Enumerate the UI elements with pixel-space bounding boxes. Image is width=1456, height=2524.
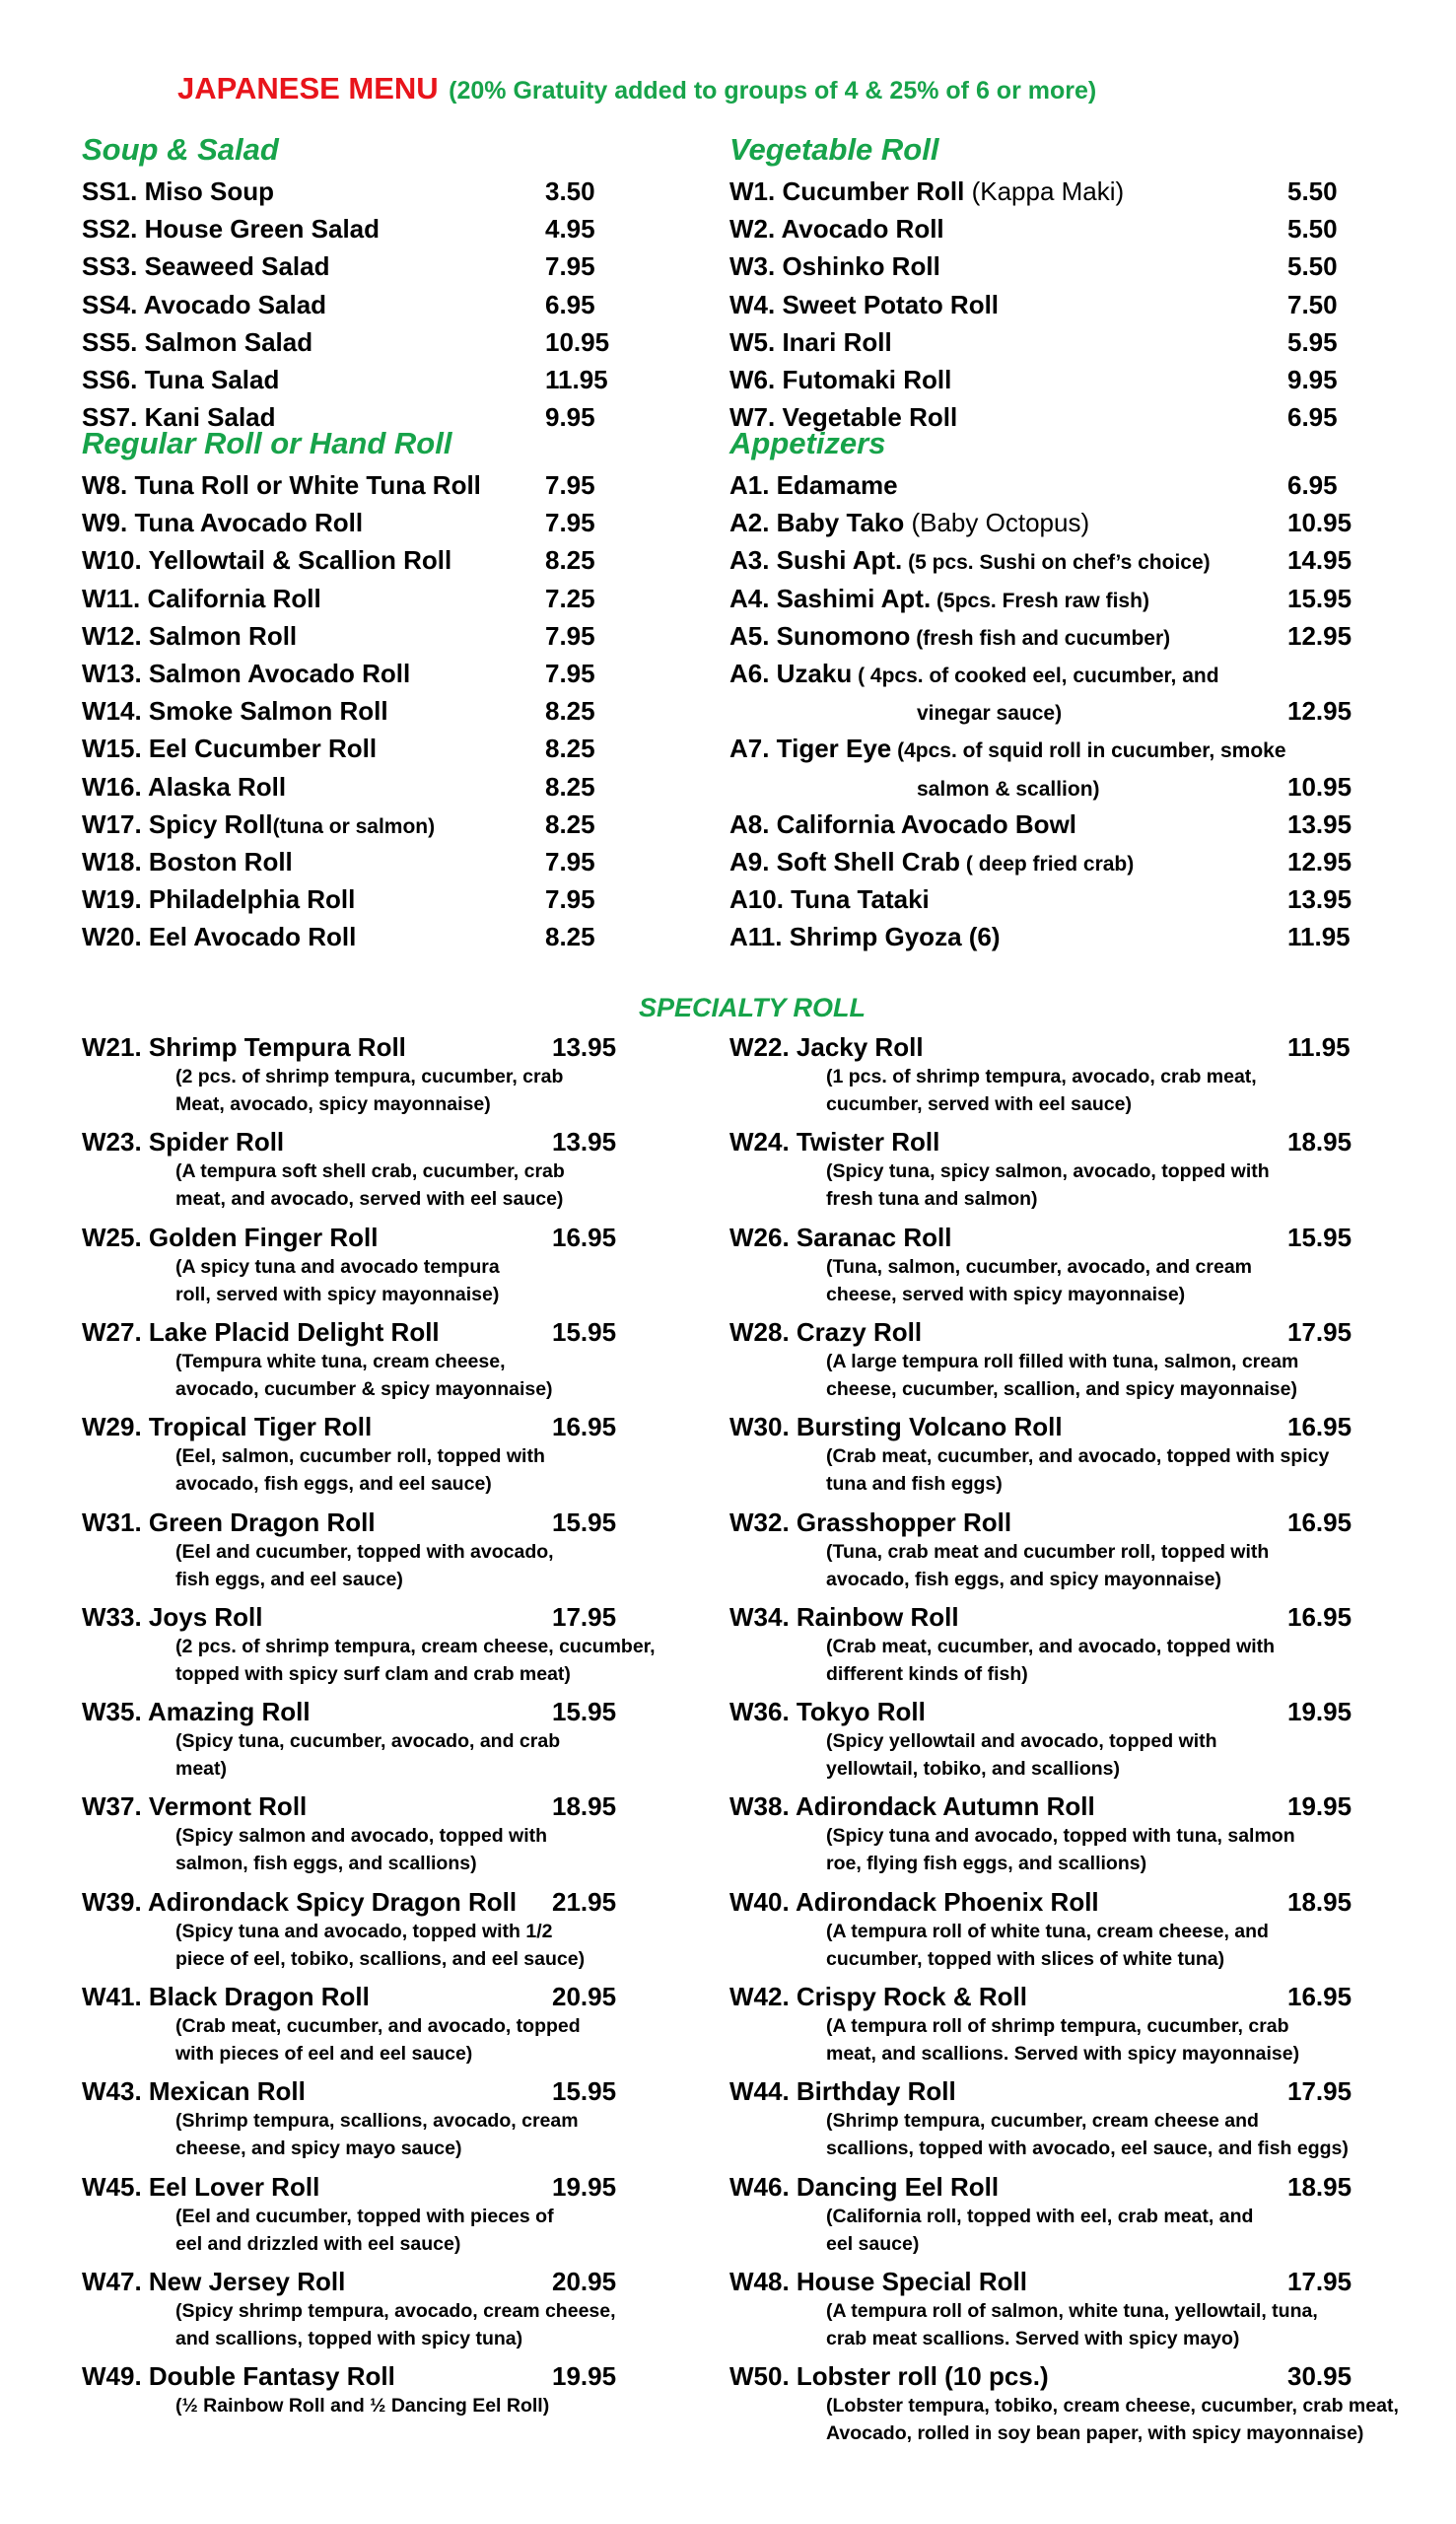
specialty-item-name: W38. Adirondack Autumn Roll <box>729 1791 1095 1822</box>
specialty-item-name: W39. Adirondack Spicy Dragon Roll <box>82 1886 518 1917</box>
specialty-item-desc: (Crab meat, cucumber, and avocado, topped with <box>826 1635 1276 1657</box>
menu-item <box>729 323 1360 361</box>
specialty-item-name: W27. Lake Placid Delight Roll <box>82 1316 440 1347</box>
specialty-item-price: 16.95 <box>552 1412 617 1442</box>
menu-item-price: 8.25 <box>545 771 595 802</box>
menu-item-name: W17. Spicy Roll <box>82 808 273 839</box>
vegetable-roll-list <box>729 173 1360 436</box>
specialty-item-price: 15.95 <box>552 1507 617 1537</box>
menu-item-name: A10. Tuna Tataki <box>729 884 930 915</box>
menu-item <box>82 247 634 285</box>
menu-item-price: 7.95 <box>545 620 595 651</box>
menu-item <box>82 580 634 617</box>
menu-item-note: (Kappa Maki) <box>964 176 1125 206</box>
specialty-item-price: 16.95 <box>1287 1982 1352 2011</box>
specialty-item-desc: avocado, cucumber & spicy mayonnaise) <box>175 1377 553 1400</box>
specialty-item-price: 18.95 <box>1287 1127 1352 1157</box>
menu-item-name: A3. Sushi Apt. <box>729 545 903 576</box>
menu-item <box>729 692 1360 730</box>
menu-item <box>82 323 634 361</box>
menu-item <box>82 541 634 579</box>
menu-item <box>729 247 1360 285</box>
menu-item-price: 12.95 <box>1287 846 1352 876</box>
menu-item-name: SS3. Seaweed Salad <box>82 251 330 282</box>
menu-item <box>82 768 634 806</box>
specialty-item-price: 15.95 <box>552 1316 617 1347</box>
specialty-item-price: 19.95 <box>552 2171 617 2202</box>
specialty-item-desc: different kinds of fish) <box>826 1662 1028 1685</box>
menu-item-name: SS5. Salmon Salad <box>82 326 313 357</box>
menu-item <box>729 504 1360 541</box>
specialty-item-desc: topped with spicy surf clam and crab meat) <box>175 1662 571 1685</box>
menu-item-price: 9.95 <box>1287 364 1338 394</box>
specialty-item-price: 17.95 <box>552 1601 617 1632</box>
menu-item-name: W8. Tuna Roll or White Tuna Roll <box>82 470 481 500</box>
specialty-item-desc: crab meat scallions. Served with spicy mayo) <box>826 2327 1240 2349</box>
menu-item-note: ( deep fried crab) <box>960 852 1135 876</box>
specialty-item-name: W49. Double Fantasy Roll <box>82 2361 395 2392</box>
menu-item-name: SS2. House Green Salad <box>82 214 381 245</box>
specialty-item-name: W35. Amazing Roll <box>82 1697 311 1727</box>
menu-item-name: W3. Oshinko Roll <box>729 251 940 282</box>
menu-item-name: A4. Sashimi Apt. <box>729 583 932 613</box>
specialty-item-name: W32. Grasshopper Roll <box>729 1507 1012 1537</box>
specialty-item-desc: roll, served with spicy mayonnaise) <box>175 1283 500 1305</box>
menu-item <box>82 692 634 730</box>
specialty-item-desc: (Spicy salmon and avocado, topped with <box>175 1825 548 1848</box>
specialty-item-desc: (Crab meat, cucumber, and avocado, topped with spicy <box>826 1445 1330 1468</box>
menu-item-price: 11.95 <box>545 364 608 394</box>
menu-item-note: (Baby Octopus) <box>904 508 1090 538</box>
menu-item <box>729 880 1360 918</box>
specialty-item-desc: (A tempura roll of white tuna, cream cheese, and <box>826 1920 1269 1942</box>
specialty-item-desc: meat, and avocado, served with eel sauce) <box>175 1188 564 1211</box>
specialty-item-name: W23. Spider Roll <box>82 1127 285 1157</box>
specialty-item-name: W22. Jacky Roll <box>729 1032 924 1062</box>
menu-item-price: 8.25 <box>545 696 595 727</box>
menu-item <box>82 617 634 655</box>
section-specialty-roll: SPECIALTY ROLL <box>639 993 867 1022</box>
specialty-item-name: W31. Green Dragon Roll <box>82 1507 376 1537</box>
menu-item <box>729 806 1360 843</box>
specialty-item-desc: with pieces of eel and eel sauce) <box>175 2043 473 2065</box>
menu-item-name: SS1. Miso Soup <box>82 176 275 206</box>
menu-item-name: A6. Uzaku <box>729 658 853 688</box>
specialty-item-desc: eel sauce) <box>826 2232 920 2255</box>
specialty-item-price: 16.95 <box>1287 1601 1352 1632</box>
menu-item-name: A11. Shrimp Gyoza (6) <box>729 922 1001 952</box>
specialty-item-price: 15.95 <box>552 2076 617 2107</box>
menu-item <box>82 210 634 247</box>
specialty-item-price: 16.95 <box>1287 1507 1352 1537</box>
specialty-item-name: W45. Eel Lover Roll <box>82 2171 320 2202</box>
specialty-item-desc: piece of eel, tobiko, scallions, and eel sauce) <box>175 1947 586 1970</box>
specialty-item-price: 19.95 <box>552 2361 617 2392</box>
menu-item-price: 5.95 <box>1287 326 1338 357</box>
specialty-item-price: 11.95 <box>1287 1032 1351 1062</box>
specialty-item-desc: cheese, cucumber, scallion, and spicy mayonnaise) <box>826 1377 1297 1400</box>
menu-item <box>729 843 1360 880</box>
menu-header <box>177 71 1096 106</box>
specialty-item-name: W28. Crazy Roll <box>729 1316 923 1347</box>
specialty-item-desc: (Spicy tuna and avocado, topped with tuna, salmon <box>826 1825 1295 1848</box>
menu-item <box>82 173 634 210</box>
specialty-item-name: W43. Mexican Roll <box>82 2076 306 2107</box>
menu-item-price: 7.95 <box>545 508 595 538</box>
specialty-item-desc: (2 pcs. of shrimp tempura, cream cheese, cucumber, <box>175 1635 656 1657</box>
menu-item <box>82 843 634 880</box>
specialty-item-name: W48. House Special Roll <box>729 2266 1027 2296</box>
menu-item <box>82 806 634 843</box>
specialty-item-desc: yellowtail, tobiko, and scallions) <box>826 1758 1120 1781</box>
specialty-item-desc: (Spicy tuna and avocado, topped with 1/2 <box>175 1920 553 1942</box>
specialty-item-desc: fish eggs, and eel sauce) <box>175 1568 403 1590</box>
specialty-item-desc: eel and drizzled with eel sauce) <box>175 2232 461 2255</box>
specialty-item-price: 15.95 <box>552 1697 617 1727</box>
specialty-item-desc: cheese, and spicy mayo sauce) <box>175 2138 462 2160</box>
specialty-item-desc: (Spicy shrimp tempura, avocado, cream cheese, <box>175 2299 616 2322</box>
specialty-item-name: W36. Tokyo Roll <box>729 1697 926 1727</box>
menu-item <box>729 541 1360 579</box>
specialty-item-desc: (Spicy tuna, spicy salmon, avocado, topped with <box>826 1160 1270 1183</box>
specialty-item-desc: (Shrimp tempura, scallions, avocado, cream <box>175 2110 579 2133</box>
menu-item-price: 6.95 <box>545 289 595 319</box>
specialty-item-desc: avocado, fish eggs, and spicy mayonnaise) <box>826 1568 1221 1590</box>
menu-item-note: (5 pcs. Sushi on chef’s choice) <box>902 551 1211 575</box>
specialty-item-price: 17.95 <box>1287 2076 1352 2107</box>
specialty-item-price: 20.95 <box>552 1982 617 2011</box>
menu-item <box>729 580 1360 617</box>
menu-item <box>82 655 634 692</box>
menu-item <box>82 398 634 436</box>
specialty-item-desc: cheese, served with spicy mayonnaise) <box>826 1283 1186 1305</box>
menu-item-name: W6. Futomaki Roll <box>729 364 952 394</box>
menu-item-price: 7.25 <box>545 583 595 613</box>
menu-item-price: 12.95 <box>1287 620 1352 651</box>
specialty-item-desc: Meat, avocado, spicy mayonnaise) <box>175 1093 491 1115</box>
specialty-item-desc: (1 pcs. of shrimp tempura, avocado, crab meat, <box>826 1066 1257 1087</box>
menu-item-name: W19. Philadelphia Roll <box>82 884 356 915</box>
specialty-item-name: W34. Rainbow Roll <box>729 1601 959 1632</box>
specialty-item-price: 20.95 <box>552 2266 617 2296</box>
specialty-item-price: 21.95 <box>552 1886 617 1917</box>
menu-item-price: 10.95 <box>1287 771 1352 802</box>
menu-item-name: SS4. Avocado Salad <box>82 289 327 319</box>
menu-item-name: W14. Smoke Salmon Roll <box>82 696 388 727</box>
specialty-item-desc: Avocado, rolled in soy bean paper, with spicy mayonnaise) <box>826 2422 1364 2445</box>
menu-item-name: A8. California Avocado Bowl <box>729 808 1077 839</box>
regular-roll-list <box>82 466 634 955</box>
menu-item-price: 9.95 <box>545 402 595 433</box>
specialty-item-name: W44. Birthday Roll <box>729 2076 956 2107</box>
specialty-item-desc: meat, and scallions. Served with spicy mayonnaise) <box>826 2043 1300 2065</box>
menu-item-note: (tuna or salmon) <box>272 814 436 838</box>
specialty-item-price: 16.95 <box>1287 1412 1352 1442</box>
specialty-item-name: W21. Shrimp Tempura Roll <box>82 1032 406 1062</box>
menu-item-name: W20. Eel Avocado Roll <box>82 922 357 952</box>
menu-item-price: 5.50 <box>1287 214 1338 245</box>
specialty-item-desc: (Spicy tuna, cucumber, avocado, and crab <box>175 1730 561 1753</box>
menu-item <box>729 361 1360 398</box>
menu-item <box>729 655 1360 692</box>
menu-item-name: W16. Alaska Roll <box>82 771 287 802</box>
menu-item-name: W5. Inari Roll <box>729 326 892 357</box>
specialty-item-price: 13.95 <box>552 1032 617 1062</box>
specialty-item-price: 17.95 <box>1287 1316 1352 1347</box>
specialty-item-price: 19.95 <box>1287 1791 1352 1822</box>
menu-item-price: 10.95 <box>1287 508 1352 538</box>
specialty-item-desc: avocado, fish eggs, and eel sauce) <box>175 1473 492 1496</box>
specialty-item-desc: (Spicy yellowtail and avocado, topped with <box>826 1730 1217 1753</box>
menu-item-price: 7.95 <box>545 884 595 915</box>
menu-item-name: W2. Avocado Roll <box>729 214 944 245</box>
menu-item-price: 8.25 <box>545 545 595 576</box>
menu-item-name: A1. Edamame <box>729 470 898 500</box>
menu-item <box>729 466 1360 504</box>
menu-item-name: W1. Cucumber Roll <box>729 176 965 206</box>
menu-item-note: ( 4pcs. of cooked eel, cucumber, and <box>852 664 1219 687</box>
specialty-item-name: W40. Adirondack Phoenix Roll <box>729 1886 1099 1917</box>
menu-item-name: SS6. Tuna Salad <box>82 364 280 394</box>
specialty-item-price: 15.95 <box>1287 1222 1352 1252</box>
menu-item <box>729 173 1360 210</box>
menu-item <box>82 730 634 767</box>
menu-item-name: A9. Soft Shell Crab <box>729 846 961 876</box>
menu-item-price: 8.25 <box>545 922 595 952</box>
menu-item <box>729 286 1360 323</box>
menu-item-price: 13.95 <box>1287 884 1352 915</box>
menu-item-price: 7.50 <box>1287 289 1338 319</box>
specialty-item-price: 18.95 <box>1287 2171 1352 2202</box>
menu-item-price: 3.50 <box>545 176 595 206</box>
specialty-item-name: W46. Dancing Eel Roll <box>729 2171 1000 2202</box>
menu-item-name: SS7. Kani Salad <box>82 402 276 433</box>
menu-item-price: 15.95 <box>1287 583 1352 613</box>
menu-item <box>729 768 1360 806</box>
specialty-item-desc: (Tempura white tuna, cream cheese, <box>175 1350 506 1372</box>
specialty-item-name: W33. Joys Roll <box>82 1601 263 1632</box>
menu-item-price: 14.95 <box>1287 545 1352 576</box>
menu-item-price: 7.95 <box>545 658 595 688</box>
section-appetizers: Appetizers <box>729 426 886 460</box>
menu-item <box>82 286 634 323</box>
menu-item-price: 8.25 <box>545 808 595 839</box>
section-regular-roll: Regular Roll or Hand Roll <box>82 426 452 460</box>
menu-item-name: W18. Boston Roll <box>82 846 293 876</box>
menu-item-note: (5pcs. Fresh raw fish) <box>931 589 1149 612</box>
specialty-item-name: W29. Tropical Tiger Roll <box>82 1412 373 1442</box>
specialty-item-price: 16.95 <box>552 1222 617 1252</box>
menu-item-name: A2. Baby Tako <box>729 508 905 538</box>
specialty-item-desc: (Eel, salmon, cucumber roll, topped with <box>175 1445 545 1468</box>
specialty-item-price: 17.95 <box>1287 2266 1352 2296</box>
specialty-item-desc: (½ Rainbow Roll and ½ Dancing Eel Roll) <box>175 2395 550 2418</box>
menu-item-note: (4pcs. of squid roll in cucumber, smoke <box>891 739 1286 763</box>
menu-item-desc: salmon & scallion) <box>917 777 1100 801</box>
menu-item-price: 7.95 <box>545 846 595 876</box>
menu-item-name: W9. Tuna Avocado Roll <box>82 508 364 538</box>
specialty-item-desc: (A tempura soft shell crab, cucumber, crab <box>175 1160 565 1183</box>
specialty-item-name: W50. Lobster roll (10 pcs.) <box>729 2361 1049 2392</box>
specialty-item-desc: cucumber, served with eel sauce) <box>826 1093 1132 1115</box>
specialty-item-name: W30. Bursting Volcano Roll <box>729 1412 1063 1442</box>
menu-item <box>82 361 634 398</box>
specialty-item-desc: (A large tempura roll filled with tuna, salmon, cream <box>826 1350 1299 1372</box>
menu-item-name: A7. Tiger Eye <box>729 734 892 764</box>
menu-item-price: 13.95 <box>1287 808 1352 839</box>
menu-item <box>82 918 634 955</box>
menu-item-name: W7. Vegetable Roll <box>729 402 958 433</box>
specialty-item-price: 18.95 <box>552 1791 617 1822</box>
specialty-item-name: W47. New Jersey Roll <box>82 2266 346 2296</box>
menu-item-price: 8.25 <box>545 734 595 764</box>
menu-item-name: W12. Salmon Roll <box>82 620 298 651</box>
menu-item-name: W15. Eel Cucumber Roll <box>82 734 378 764</box>
section-soup-salad: Soup & Salad <box>82 132 279 167</box>
menu-item-price: 5.50 <box>1287 251 1338 282</box>
section-vegetable-roll: Vegetable Roll <box>729 132 939 167</box>
specialty-item-name: W26. Saranac Roll <box>729 1222 952 1252</box>
specialty-item-name: W42. Crispy Rock & Roll <box>729 1982 1027 2011</box>
soup-salad-list <box>82 173 634 436</box>
specialty-item-desc: and scallions, topped with spicy tuna) <box>175 2327 523 2349</box>
menu-item-note: (fresh fish and cucumber) <box>910 626 1171 650</box>
menu-item <box>82 504 634 541</box>
specialty-item-desc: fresh tuna and salmon) <box>826 1188 1038 1211</box>
menu-item-price: 5.50 <box>1287 176 1338 206</box>
menu-item-name: A5. Sunomono <box>729 620 911 651</box>
menu-item-price: 6.95 <box>1287 402 1338 433</box>
menu-title: JAPANESE MENU <box>177 71 439 105</box>
menu-item-name: W13. Salmon Avocado Roll <box>82 658 411 688</box>
specialty-item-desc: (Eel and cucumber, topped with avocado, <box>175 1540 554 1563</box>
specialty-item-desc: (Crab meat, cucumber, and avocado, topped <box>175 2015 581 2037</box>
menu-item-name: W4. Sweet Potato Roll <box>729 289 1000 319</box>
specialty-item-desc: roe, flying fish eggs, and scallions) <box>826 1853 1147 1875</box>
specialty-item-desc: (2 pcs. of shrimp tempura, cucumber, crab <box>175 1066 564 1087</box>
menu-item <box>729 210 1360 247</box>
menu-item <box>729 398 1360 436</box>
menu-item-price: 6.95 <box>1287 470 1338 500</box>
menu-item <box>82 466 634 504</box>
gratuity-note: (20% Gratuity added to groups of 4 & 25% of 6 or more) <box>449 77 1097 105</box>
menu-item-name: W10. Yellowtail & Scallion Roll <box>82 545 452 576</box>
specialty-item-price: 30.95 <box>1287 2361 1352 2392</box>
specialty-item-name: W25. Golden Finger Roll <box>82 1222 379 1252</box>
specialty-item-desc: tuna and fish eggs) <box>826 1473 1003 1496</box>
specialty-item-desc: scallions, topped with avocado, eel sauce, and fish eggs) <box>826 2138 1349 2160</box>
menu-item-name: W11. California Roll <box>82 583 321 613</box>
menu-item-price: 7.95 <box>545 470 595 500</box>
specialty-item-desc: (Eel and cucumber, topped with pieces of <box>175 2205 554 2227</box>
menu-item-price: 7.95 <box>545 251 595 282</box>
specialty-item-desc: (Tuna, crab meat and cucumber roll, topped with <box>826 1540 1270 1563</box>
menu-item-price: 12.95 <box>1287 696 1352 727</box>
specialty-item-name: W24. Twister Roll <box>729 1127 940 1157</box>
specialty-item-desc: (A tempura roll of salmon, white tuna, yellowtail, tuna, <box>826 2299 1318 2322</box>
menu-item <box>729 730 1360 767</box>
specialty-item-price: 18.95 <box>1287 1886 1352 1917</box>
menu-item <box>729 617 1360 655</box>
specialty-item-desc: cucumber, topped with slices of white tuna) <box>826 1947 1225 1970</box>
specialty-item-desc: (Tuna, salmon, cucumber, avocado, and cream <box>826 1255 1253 1278</box>
specialty-item-desc: (A tempura roll of shrimp tempura, cucumber, crab <box>826 2015 1289 2037</box>
specialty-item-price: 13.95 <box>552 1127 617 1157</box>
menu-item-price: 4.95 <box>545 214 595 245</box>
menu-item <box>82 880 634 918</box>
specialty-item-name: W37. Vermont Roll <box>82 1791 308 1822</box>
specialty-item-desc: (California roll, topped with eel, crab meat, and <box>826 2205 1254 2227</box>
specialty-item-desc: (Shrimp tempura, cucumber, cream cheese and <box>826 2110 1259 2133</box>
menu-item <box>729 918 1360 955</box>
menu-item-desc: vinegar sauce) <box>917 702 1063 726</box>
appetizers-list <box>729 466 1360 955</box>
specialty-item-desc: salmon, fish eggs, and scallions) <box>175 1853 477 1875</box>
specialty-item-name: W41. Black Dragon Roll <box>82 1982 370 2011</box>
menu-item-price: 10.95 <box>545 326 610 357</box>
specialty-item-desc: meat) <box>175 1758 228 1781</box>
specialty-item-price: 19.95 <box>1287 1697 1352 1727</box>
specialty-item-desc: (Lobster tempura, tobiko, cream cheese, cucumber, crab meat, <box>826 2395 1399 2418</box>
menu-item-price: 11.95 <box>1287 922 1351 952</box>
specialty-item-desc: (A spicy tuna and avocado tempura <box>175 1255 500 1278</box>
